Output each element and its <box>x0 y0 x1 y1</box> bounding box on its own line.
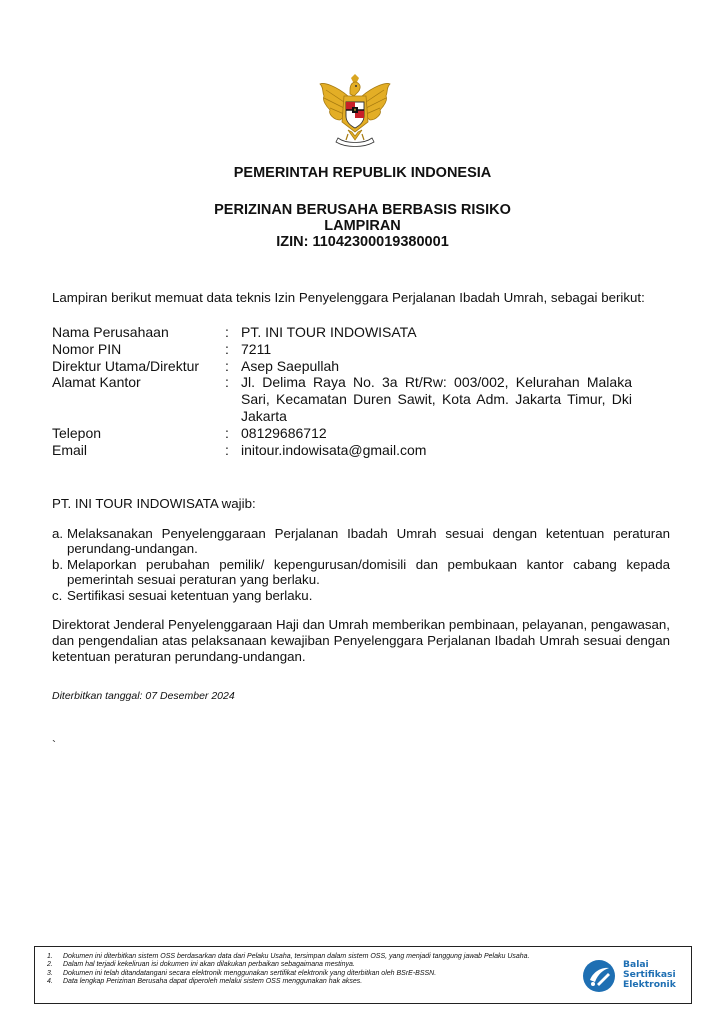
bsre-logo-line: Balai <box>623 959 649 970</box>
list-item-text: Sertifikasi sesuai ketentuan yang berlaku. <box>67 587 313 603</box>
info-colon: : <box>225 357 229 374</box>
document-subtitle: LAMPIRAN <box>324 218 401 234</box>
bsre-logo-line: Sertifikasi <box>623 969 676 980</box>
government-title: PEMERINTAH REPUBLIK INDONESIA <box>233 165 492 181</box>
info-value: 7211 <box>241 340 272 357</box>
intro-text: Lampiran berikut memuat data teknis Izin Penyelenggara Perjalanan Ibadah Umrah, sebagai berikut: <box>52 290 645 305</box>
garuda-emblem-icon <box>318 74 392 150</box>
obligations-heading: PT. INI TOUR INDOWISATA wajib: <box>52 496 256 511</box>
info-row-phone <box>52 425 632 442</box>
info-label: Email <box>52 441 88 458</box>
info-row-address <box>52 374 632 424</box>
list-item <box>47 978 577 986</box>
list-item <box>47 961 577 969</box>
bsre-logo-text <box>623 960 676 990</box>
closing-paragraph: Direktorat Jenderal Penyelenggaraan Haji dan Umrah memberikan pembinaan, pelayanan, pengawasan, dan pengendalian atas pelaksanaan kewajiban Penyelenggara Perjalanan Ibadah Umrah sesuai dengan ketentuan peraturan perundang-undangan. <box>52 617 670 664</box>
info-colon: : <box>225 441 229 458</box>
bsre-logo-line: Elektronik <box>623 979 676 990</box>
bsre-logo <box>581 957 689 995</box>
document-title: PERIZINAN BERUSAHA BERBASIS RISIKO <box>214 202 511 218</box>
bsre-logo-icon <box>581 958 617 994</box>
obligations-list <box>52 526 670 603</box>
note-text: Dokumen ini telah ditandatangani secara elektronik menggunakan sertifikat elektronik yang diterbitkan oleh BSrE-BSSN. <box>63 969 437 977</box>
info-label: Alamat Kantor <box>52 374 141 391</box>
issued-date: Diterbitkan tanggal: 07 Desember 2024 <box>52 690 235 702</box>
list-item-letter: c. <box>52 587 63 603</box>
company-info-table <box>52 324 632 458</box>
info-colon: : <box>225 340 229 357</box>
list-item <box>47 953 577 961</box>
info-label: Nomor PIN <box>52 340 122 357</box>
info-label: Direktur Utama/Direktur <box>52 357 200 374</box>
info-colon: : <box>225 374 229 391</box>
list-item-letter: a. <box>52 526 64 541</box>
info-row-email <box>52 442 632 459</box>
info-value: PT. INI TOUR INDOWISATA <box>241 324 417 340</box>
note-number: 4. <box>47 978 53 986</box>
izin-number: IZIN: 11042300019380001 <box>276 234 449 250</box>
list-item <box>52 526 670 557</box>
footer-notes-box <box>34 946 692 1004</box>
note-number: 2. <box>47 961 53 969</box>
info-colon: : <box>225 424 229 441</box>
info-value: Asep Saepullah <box>241 357 340 374</box>
note-number: 1. <box>47 953 53 960</box>
info-row-director <box>52 358 632 375</box>
list-item <box>47 970 577 978</box>
note-text: Dokumen ini diterbitkan sistem OSS berdasarkan data dari Pelaku Usaha, tersimpan dalam sistem OSS, yang menjadi tanggung jawab Pelaku Usaha. <box>63 953 530 960</box>
list-item <box>52 588 670 603</box>
info-value: 08129686712 <box>241 424 327 441</box>
list-item-text: Melaksanakan Penyelenggaraan Perjalanan Ibadah Umrah sesuai dengan ketentuan peraturan perundang-undangan. <box>67 526 670 557</box>
info-row-pin <box>52 341 632 358</box>
list-item-letter: b. <box>52 556 64 572</box>
info-value: Jl. Delima Raya No. 3a Rt/Rw: 003/002, Kelurahan Malaka Sari, Kecamatan Duren Sawit, Kota Adm. Jakarta Timur, Dki Jakarta <box>241 374 632 424</box>
list-item-text: Melaporkan perubahan pemilik/ kepengurusan/domisili dan pembukaan kantor cabang kepada pemerintah sesuai peraturan yang berlaku. <box>67 556 670 588</box>
note-number: 3. <box>47 969 53 977</box>
info-colon: : <box>225 324 229 340</box>
stray-mark: ` <box>52 738 56 752</box>
list-item <box>52 557 670 588</box>
note-text: Data lengkap Perizinan Berusaha dapat diperoleh melalui sistem OSS menggunakan hak akses. <box>63 978 363 986</box>
info-label: Telepon <box>52 424 102 441</box>
info-value: initour.indowisata@gmail.com <box>241 441 427 458</box>
note-text: Dalam hal terjadi kekeliruan isi dokumen ini akan dilakukan perbaikan sebagaimana mestinya. <box>63 961 355 969</box>
info-row-company-name <box>52 324 632 341</box>
footer-notes-list <box>47 953 577 987</box>
document-title-block <box>0 202 725 250</box>
info-label: Nama Perusahaan <box>52 324 169 340</box>
